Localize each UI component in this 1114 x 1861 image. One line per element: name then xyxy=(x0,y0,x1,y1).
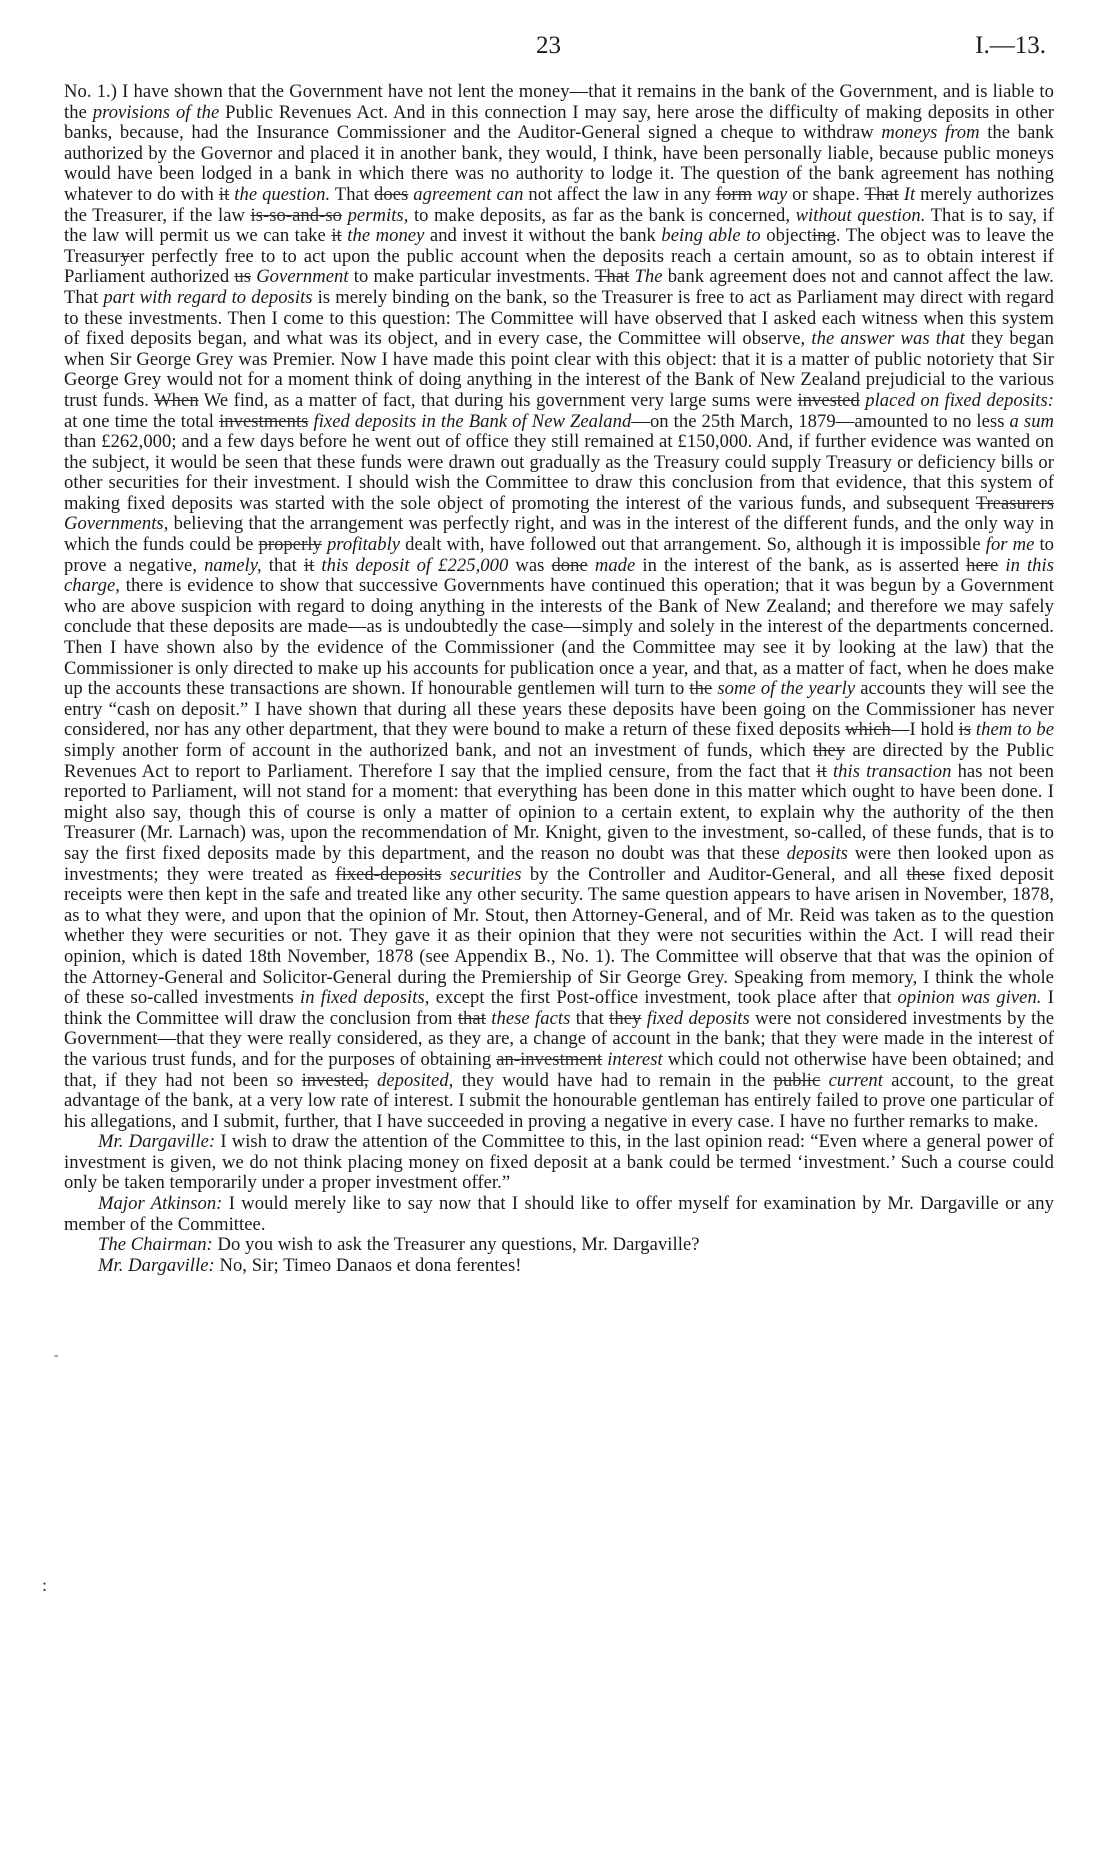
page-number: 23 xyxy=(536,32,561,59)
struck-out-text: it xyxy=(303,554,315,576)
struck-out-text: here xyxy=(966,554,999,576)
handwritten-insertion: being able to xyxy=(661,225,761,247)
speech-paragraph xyxy=(64,1235,1054,1256)
speaker-name: Mr. Dargaville: xyxy=(98,1131,216,1153)
main-paragraph: No. 1.) I have shown that the Government have not lent the money—that it remains in the bank of the Government, and is liable to the provisions of the Public Revenues Act. And in this connection I may say, here arose the difficulty of making deposits in other banks, because, had the Insurance Commissioner and the Auditor-General signed a cheque to withdraw moneys from the bank authorized by the Governor and placed it in another bank, they would, I think, have been personally liable, because public moneys would have been lodged in a bank in which there was no authority to lodge it. The question of the bank agreement has nothing whatever to do with it the question. That does agreement can not affect the law in any form way or shape. That It merely authorizes the Treasurer, if the law is-so-and-so permits, to make deposits, as far as the bank is concerned, without question. That is to say, if the law will permit us we can take it the money and invest it without the bank being able to objecting. The object was to leave the Treasuryer perfectly free to to act upon the public account when the deposits reach a certain amount, so as to obtain interest if Parliament authorized us Government to make particular investments. That The bank agreement does not and cannot affect the law. That part with regard to deposits is merely binding on the bank, so the Treasurer is free to act as Parliament may direct with regard to these investments. Then I come to this question: The Committee will have observed that I asked each witness when this system of fixed deposits began, and what was its object, and in every case, the Committee will observe, the answer was that they began when Sir George Grey was Premier. Now I have made this point clear with this object: that it is a matter of public notoriety that Sir George Grey would not for a moment think of doing anything in the interest of the Bank of New Zealand prejudicial to the various trust funds. When We find, as a matter of fact, that during his government very large sums were invested placed on fixed deposits: at one time the total investments fixed deposits in the Bank of New Zealand—on the 25th March, 1879—amounted to no less a sum than £262,000; and a few days before he went out of office they still remained at £150,000. And, if further evidence was wanted on the subject, it would be seen that these funds were drawn out gradually as the Treasury could supply Treasury or deficiency bills or other securities for their investment. I should wish the Committee to draw this conclusion from that evidence, that this system of making fixed deposits was started with the sole object of promoting the interest of the various funds, and subsequent Treasurers Governments, believing that the arrangement was perfectly right, and was in the interest of the different funds, and the only way in which the funds could be properly profitably dealt with, have followed out that arrangement. So, although it is impossible for me to prove a negative, namely, that it this deposit of £225,000 was done made in the interest of the bank, as is asserted here in this charge, there is evidence to show that successive Governments have continued this operation; that it was begun by a Government who are above suspicion with regard to doing anything in the interests of the Bank of New Zealand; and therefore we may safely conclude that these deposits are made—as is undoubtedly the case—simply and solely in the interest of the departments concerned. Then I have shown also by the evidence of the Commissioner (and the Committee may see it by looking at the law) that the Commissioner is only directed to make up his accounts for publication once a year, and that, as a matter of fact, when he does make up the accounts these transactions are shown. If honourable gentlemen will turn to the some of the yearly accounts they will see the entry “cash on deposit.” I have shown that during all these years these deposits have been going on the Commissioner has never considered, nor has any other department, that they were bound to make a return of these fixed deposits which—I hold is them to be simply another form of account in the authorized bank, and not an investment of funds, which they are directed by the Public Revenues Act to report to Parliament. Therefore I say that the implied censure, from the fact that it this transaction has not been reported to Parliament, will not stand for a moment: that everything has been done in this matter which ought to have been done. I might also say, though this of course is only a matter of opinion to a certain extent, to explain why the authority of the then Treasurer (Mr. Larnach) was, upon the recommendation of Mr. Knight, given to the investment, so-called, of these funds, that is to say the first fixed deposits made by this department, and the reason no doubt was that these deposits were then looked upon as investments; they were treated as fixed-deposits securities by the Controller and Auditor-General, and all these fixed deposit receipts were then kept in the safe and treated like any other security. The same question appears to have arisen in November, 1878, as to what they were, and upon that the opinion of Mr. Stout, then Attorney-General, and of Mr. Reid was taken as to the question whether they were securities or not. They gave it as their opinion that they were not securities within the Act. I will read their opinion, which is dated 18th November, 1878 (see Appendix B., No. 1). The Committee will observe that that was the opinion of the Attorney-General and Solicitor-General during the Premiership of Sir George Grey. Speaking from memory, I think the whole of these so-called investments in fixed deposits, except the first Post-office investment, took place after that opinion was given. I think the Committee will draw the conclusion from that these facts that they fixed deposits were not considered investments by the Government—that they were really considered, as they are, a change of account in the bank; that they were made in the interest of the various trust funds, and for the purposes of obtaining an-investment interest which could not otherwise have been obtained; and that, if they had not been so invested, deposited, they would have had to remain in the public current account, to the great advantage of the bank, at a very low rate of interest. I submit the honourable gentleman has entirely failed to prove one particular of his allegations, and I submit, further, that I have succeeded in proving a negative in every case. I have no further remarks to make. xyxy=(64,81,1055,1132)
struck-out-text: that xyxy=(457,1007,486,1029)
speech-paragraph xyxy=(64,1256,1054,1277)
struck-out-text: That xyxy=(595,266,630,288)
speech-text: No, Sir; Timeo Danaos et dona ferentes! xyxy=(219,1254,522,1276)
speaker-name: Mr. Dargaville: xyxy=(98,1254,215,1276)
struck-out-text: done xyxy=(551,554,588,576)
struck-out-text: fixed-deposits xyxy=(335,863,442,885)
struck-out-text: it xyxy=(218,183,230,205)
struck-out-text: invested, xyxy=(301,1069,369,1091)
handwritten-insertion: the answer was that xyxy=(811,328,965,350)
handwritten-insertion: Governments, xyxy=(64,513,169,535)
handwritten-insertion: interest xyxy=(607,1048,663,1070)
struck-out-text: it xyxy=(816,760,827,782)
handwritten-insertion: a sum xyxy=(1009,410,1055,432)
struck-out-text: the xyxy=(689,678,713,700)
handwritten-insertion: agreement can xyxy=(413,183,524,205)
struck-out-text: public xyxy=(773,1069,821,1091)
speech-paragraph xyxy=(64,1132,1054,1194)
struck-out-text: an-investment xyxy=(496,1048,603,1070)
handwritten-insertion: the money xyxy=(347,225,425,247)
document-body xyxy=(64,82,1054,1276)
document-reference: I.—13. xyxy=(975,32,1046,59)
struck-out-text: does xyxy=(374,183,409,205)
struck-out-text: y xyxy=(120,245,130,267)
handwritten-insertion: The xyxy=(634,266,663,288)
handwritten-insertion: in this charge, xyxy=(64,554,1055,597)
handwritten-insertion: placed on fixed deposits: xyxy=(865,389,1055,411)
handwritten-insertion: part with regard to deposits xyxy=(103,286,313,308)
handwritten-insertion: these facts xyxy=(491,1007,571,1029)
handwritten-insertion: deposited, xyxy=(376,1069,454,1091)
page-header xyxy=(0,32,1114,72)
speaker-name: Major Atkinson: xyxy=(98,1193,223,1215)
struck-out-text: they xyxy=(812,740,846,761)
handwritten-insertion: fixed deposits in the Bank of New Zealand xyxy=(313,410,632,432)
struck-out-text: which xyxy=(845,719,891,741)
handwritten-insertion: Government xyxy=(256,266,349,288)
handwritten-insertion: It xyxy=(903,183,916,205)
handwritten-insertion: them to be xyxy=(975,719,1054,741)
handwritten-insertion: this transaction xyxy=(832,760,952,782)
margin-mark: - xyxy=(54,1348,59,1363)
speech-text: Do you wish to ask the Treasurer any questions, Mr. Dargaville? xyxy=(217,1234,700,1256)
struck-out-text: invested xyxy=(797,389,860,411)
struck-out-text: is xyxy=(958,719,972,741)
struck-out-text: it xyxy=(331,225,342,247)
handwritten-insertion: fixed deposits xyxy=(646,1007,750,1029)
handwritten-insertion: without question. xyxy=(795,204,926,226)
struck-out-text: properly xyxy=(258,534,322,556)
handwritten-insertion: made xyxy=(594,554,636,576)
struck-out-text: they xyxy=(609,1007,642,1029)
speech-text: I wish to draw the attention of the Committee to this, in the last opinion read: “Even where a general power of investment is given, we do not think placing money on fixed deposit at a bank could be termed ‘investment.’ Such a course could only be taken temporarily under a proper investment offer.” xyxy=(64,1131,1054,1194)
speech-text: I would merely like to say now that I should like to offer myself for examination by Mr. Dargaville or any member of the Committee. xyxy=(64,1193,1054,1235)
struck-out-text: That xyxy=(864,183,899,205)
handwritten-insertion: provisions of the xyxy=(92,101,220,123)
struck-out-text: Treasurers xyxy=(975,492,1054,514)
struck-out-text: investments xyxy=(219,410,309,432)
handwritten-insertion: securities xyxy=(449,863,522,885)
handwritten-insertion: moneys from xyxy=(881,122,980,144)
handwritten-insertion: permits, xyxy=(347,204,409,226)
struck-out-text: When xyxy=(154,389,199,411)
handwritten-insertion: in fixed deposits, xyxy=(299,987,430,1009)
handwritten-insertion: namely, xyxy=(204,554,262,576)
handwritten-insertion: the question. xyxy=(234,183,331,205)
struck-out-text: is-so-and-so xyxy=(250,204,343,226)
handwritten-insertion: deposits xyxy=(786,842,848,864)
struck-out-text: form xyxy=(715,183,753,205)
struck-out-text: us xyxy=(234,266,252,288)
handwritten-insertion: opinion was given. xyxy=(897,987,1042,1009)
handwritten-insertion: some of the yearly xyxy=(717,678,856,700)
handwritten-insertion: way xyxy=(757,183,788,205)
handwritten-insertion: this deposit of £225,000 xyxy=(321,554,509,576)
struck-out-text: ing xyxy=(811,225,836,247)
margin-mark: : xyxy=(42,1575,48,1595)
handwritten-insertion: profitably xyxy=(326,534,401,556)
speech-paragraph xyxy=(64,1194,1054,1235)
handwritten-insertion: current xyxy=(828,1069,883,1091)
handwritten-insertion: for me xyxy=(985,534,1035,556)
speaker-name: The Chairman: xyxy=(98,1234,213,1256)
struck-out-text: these xyxy=(906,863,945,885)
